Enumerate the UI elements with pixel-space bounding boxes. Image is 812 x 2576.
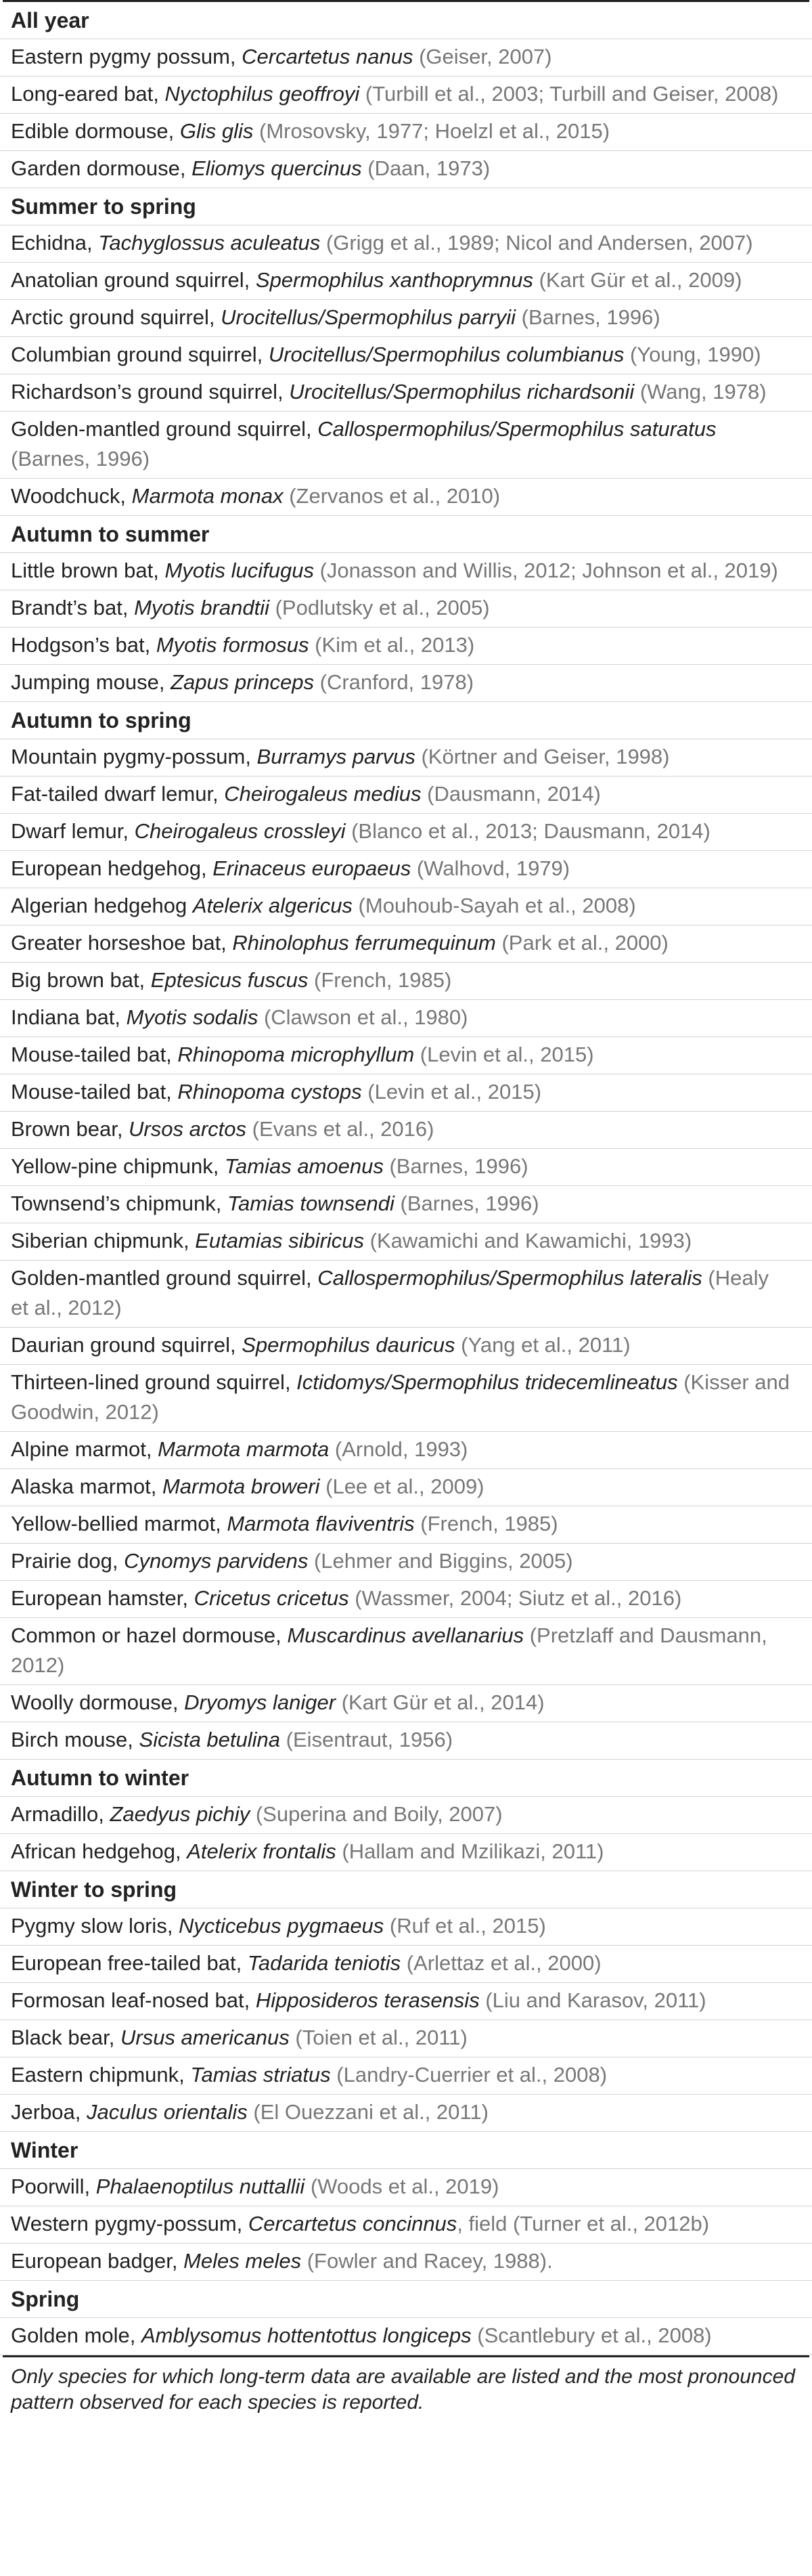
common-name: Little brown bat, — [11, 559, 165, 582]
table-row — [0, 39, 812, 77]
scientific-name: Burramys parvus — [256, 745, 415, 768]
scientific-name: Zaedyus pichiy — [110, 1802, 250, 1826]
reference: (Levin et al., 2015) — [361, 1080, 542, 1104]
table-row — [0, 665, 812, 702]
reference: (Arnold, 1993) — [329, 1437, 468, 1461]
reference: (Mouhoub-Sayah et al., 2008) — [352, 894, 636, 917]
table-row — [0, 1186, 812, 1223]
common-name: Edible dormouse, — [11, 119, 180, 143]
table-row — [0, 114, 812, 151]
common-name: Golden-mantled ground squirrel, — [11, 1266, 318, 1290]
table-row — [0, 1223, 812, 1261]
reference: (Young, 1990) — [624, 343, 761, 366]
common-name: Garden dormouse, — [11, 156, 192, 180]
common-name: Thirteen-lined ground squirrel, — [11, 1370, 297, 1394]
common-name: European hamster, — [11, 1586, 194, 1610]
table-row — [0, 1544, 812, 1581]
table-row — [0, 263, 812, 300]
common-name: Richardson’s ground squirrel, — [11, 380, 290, 403]
common-name: Eastern pygmy possum, — [11, 45, 242, 68]
common-name: Mouse-tailed bat, — [11, 1080, 178, 1104]
table-row — [0, 2057, 812, 2095]
scientific-name: Atelerix algericus — [192, 894, 353, 917]
common-name: Columbian ground squirrel, — [11, 343, 269, 366]
scientific-name: Myotis formosus — [156, 633, 309, 657]
scientific-name: Eutamias sibiricus — [195, 1229, 365, 1252]
scientific-name: Dryomys laniger — [184, 1690, 336, 1714]
reference: (Lehmer and Biggins, 2005) — [308, 1549, 573, 1573]
common-name: Brown bear, — [11, 1117, 129, 1141]
reference: (Hallam and Mzilikazi, 2011) — [336, 1839, 604, 1863]
scientific-name: Tamias townsendi — [227, 1192, 394, 1215]
reference: (Pretzlaff and Dausmann, 2012) — [11, 1623, 767, 1677]
common-name: Dwarf lemur, — [11, 819, 135, 843]
reference: (Kawamichi and Kawamichi, 1993) — [364, 1229, 692, 1252]
table-row — [0, 1722, 812, 1760]
common-name: Greater horseshoe bat, — [11, 931, 233, 955]
table-row — [0, 1328, 812, 1365]
section-header: Autumn to spring — [0, 702, 812, 739]
scientific-name: Cercartetus nanus — [242, 45, 413, 68]
reference: (Daan, 1973) — [361, 156, 491, 180]
scientific-name: Meles meles — [183, 2249, 302, 2273]
table-row — [0, 1581, 812, 1618]
reference: (Scantlebury et al., 2008) — [471, 2323, 712, 2347]
reference: , field (Turner et al., 2012b) — [457, 2212, 710, 2235]
table-row — [0, 1432, 812, 1469]
reference: (French, 1985) — [414, 1512, 558, 1535]
table-row — [0, 1908, 812, 1946]
scientific-name: Eliomys quercinus — [191, 156, 362, 180]
scientific-name: Nycticebus pygmaeus — [179, 1914, 384, 1938]
scientific-name: Cheirogaleus crossleyi — [134, 819, 346, 843]
scientific-name: Myotis lucifugus — [164, 559, 314, 582]
common-name: Common or hazel dormouse, — [11, 1623, 288, 1647]
table-row — [0, 1618, 812, 1685]
reference: (Kart Gür et al., 2014) — [336, 1690, 545, 1714]
table-row — [0, 2169, 812, 2206]
scientific-name: Cynomys parvidens — [124, 1549, 309, 1573]
table-row — [0, 590, 812, 628]
reference: (Fowler and Racey, 1988). — [301, 2249, 553, 2273]
table-row — [0, 739, 812, 777]
table-row — [0, 77, 812, 114]
common-name: Prairie dog, — [11, 1549, 125, 1573]
table-row — [0, 963, 812, 1000]
table-row — [0, 300, 812, 337]
scientific-name: Rhinolophus ferrumequinum — [232, 931, 496, 955]
reference: (Healy et al., 2012) — [11, 1266, 769, 1319]
reference: (Mrosovsky, 1977; Hoelzl et al., 2015) — [253, 119, 610, 143]
table-row — [0, 925, 812, 963]
table-row — [0, 479, 812, 516]
common-name: Long-eared bat, — [11, 82, 165, 106]
reference: (Kisser and Goodwin, 2012) — [11, 1370, 790, 1424]
scientific-name: Sicista betulina — [139, 1728, 281, 1751]
common-name: Townsend’s chipmunk, — [11, 1192, 227, 1215]
common-name: Yellow-pine chipmunk, — [11, 1154, 225, 1178]
common-name: Woolly dormouse, — [11, 1690, 185, 1714]
scientific-name: Myotis brandtii — [134, 596, 269, 619]
section-header: Winter — [0, 2132, 812, 2169]
table-row — [0, 225, 812, 263]
reference: (Woods et al., 2019) — [304, 2175, 499, 2198]
reference: (Geiser, 2007) — [413, 45, 552, 68]
reference: (Turbill et al., 2003; Turbill and Geiser, 2008) — [359, 82, 779, 106]
table-row — [0, 1000, 812, 1037]
reference: (Liu and Karasov, 2011) — [479, 1988, 706, 2012]
common-name: Alpine marmot, — [11, 1437, 158, 1461]
common-name: Black bear, — [11, 2026, 120, 2049]
table-row — [0, 888, 812, 925]
common-name: Birch mouse, — [11, 1728, 139, 1751]
common-name: Mouse-tailed bat, — [11, 1043, 178, 1066]
reference: (Evans et al., 2016) — [246, 1117, 434, 1141]
common-name: Alaska marmot, — [11, 1475, 162, 1498]
scientific-name: Atelerix frontalis — [187, 1839, 336, 1863]
table-row — [0, 2318, 812, 2355]
reference: (Barnes, 1996) — [516, 305, 660, 329]
scientific-name: Marmota broweri — [162, 1475, 320, 1498]
common-name: Formosan leaf-nosed bat, — [11, 1988, 256, 2012]
scientific-name: Urocitellus/Spermophilus columbianus — [268, 343, 625, 366]
reference: (Levin et al., 2015) — [414, 1043, 594, 1066]
reference: (Körtner and Geiser, 1998) — [415, 745, 670, 768]
common-name: Big brown bat, — [11, 968, 151, 992]
scientific-name: Callospermophilus/Spermophilus saturatus — [317, 417, 717, 441]
scientific-name: Ictidomys/Spermophilus tridecemlineatus — [296, 1370, 678, 1394]
table-row — [0, 1506, 812, 1544]
table-row — [0, 1469, 812, 1506]
table-row — [0, 2095, 812, 2132]
reference: (Wang, 1978) — [634, 380, 767, 403]
common-name: Woodchuck, — [11, 484, 132, 508]
table-row — [0, 1112, 812, 1149]
reference: (El Ouezzani et al., 2011) — [247, 2100, 489, 2124]
table-row — [0, 1983, 812, 2020]
common-name: Armadillo, — [11, 1802, 110, 1826]
reference: (Kim et al., 2013) — [309, 633, 475, 657]
scientific-name: Spermophilus dauricus — [242, 1333, 455, 1357]
scientific-name: Rhinopoma microphyllum — [177, 1043, 415, 1066]
scientific-name: Eptesicus fuscus — [150, 968, 309, 992]
scientific-name: Callospermophilus/Spermophilus lateralis — [317, 1266, 702, 1290]
scientific-name: Zapus princeps — [171, 670, 315, 694]
scientific-name: Myotis sodalis — [126, 1005, 258, 1029]
section-header: Autumn to summer — [0, 516, 812, 553]
common-name: Golden-mantled ground squirrel, — [11, 417, 318, 441]
scientific-name: Erinaceus europaeus — [212, 856, 411, 880]
reference: (French, 1985) — [308, 968, 452, 992]
scientific-name: Hipposideros terasensis — [255, 1988, 480, 2012]
common-name: Indiana bat, — [11, 1005, 127, 1029]
section-header: Autumn to winter — [0, 1760, 812, 1797]
section-header: Spring — [0, 2281, 812, 2318]
reference: (Ruf et al., 2015) — [384, 1914, 546, 1938]
reference: (Park et al., 2000) — [495, 931, 669, 955]
scientific-name: Rhinopoma cystops — [177, 1080, 362, 1104]
reference: (Arlettaz et al., 2000) — [401, 1951, 602, 1975]
reference: (Superina and Boily, 2007) — [250, 1802, 503, 1826]
reference: (Barnes, 1996) — [394, 1192, 539, 1215]
reference: (Lee et al., 2009) — [319, 1475, 484, 1498]
table-row — [0, 412, 812, 479]
common-name: African hedgehog, — [11, 1839, 187, 1863]
scientific-name: Ursus americanus — [120, 2026, 290, 2049]
reference: (Kart Gür et al., 2009) — [533, 268, 742, 292]
common-name: Hodgson’s bat, — [11, 633, 156, 657]
scientific-name: Tachyglossus aculeatus — [98, 231, 321, 255]
reference: (Wassmer, 2004; Siutz et al., 2016) — [348, 1586, 682, 1610]
common-name: Fat-tailed dwarf lemur, — [11, 782, 225, 806]
table-row — [0, 2206, 812, 2244]
table-row — [0, 337, 812, 374]
reference: (Eisentraut, 1956) — [280, 1728, 453, 1751]
reference: (Zervanos et al., 2010) — [283, 484, 501, 508]
scientific-name: Marmota marmota — [158, 1437, 330, 1461]
table-row — [0, 1037, 812, 1074]
reference: (Clawson et al., 1980) — [258, 1005, 468, 1029]
reference: (Grigg et al., 1989; Nicol and Andersen, 2007) — [320, 231, 753, 255]
reference: (Walhovd, 1979) — [411, 856, 570, 880]
table-row — [0, 1797, 812, 1834]
scientific-name: Marmota flaviventris — [227, 1512, 415, 1535]
common-name: Siberian chipmunk, — [11, 1229, 196, 1252]
scientific-name: Phalaenoptilus nuttallii — [95, 2175, 305, 2198]
scientific-name: Nyctophilus geoffroyi — [164, 82, 360, 106]
reference: (Cranford, 1978) — [314, 670, 474, 694]
section-header: Winter to spring — [0, 1871, 812, 1908]
table-body — [0, 2, 812, 2355]
scientific-name: Amblysomus hottentottus longiceps — [141, 2323, 472, 2347]
common-name: Poorwill, — [11, 2175, 96, 2198]
scientific-name: Jaculus orientalis — [87, 2100, 248, 2124]
common-name: Pygmy slow loris, — [11, 1914, 179, 1938]
scientific-name: Cricetus cricetus — [194, 1586, 349, 1610]
scientific-name: Tamias striatus — [190, 2063, 331, 2087]
scientific-name: Cheirogaleus medius — [224, 782, 422, 806]
common-name: Daurian ground squirrel, — [11, 1333, 242, 1357]
scientific-name: Ursos arctos — [129, 1117, 247, 1141]
reference: (Podlutsky et al., 2005) — [269, 596, 490, 619]
common-name: Mountain pygmy-possum, — [11, 745, 257, 768]
table-row — [0, 1365, 812, 1432]
scientific-name: Tadarida teniotis — [247, 1951, 401, 1975]
table-row — [0, 814, 812, 851]
common-name: Arctic ground squirrel, — [11, 305, 221, 329]
table-row — [0, 1834, 812, 1871]
common-name: European badger, — [11, 2249, 184, 2273]
common-name: Algerian hedgehog — [11, 894, 193, 917]
section-header: Summer to spring — [0, 188, 812, 225]
table-row — [0, 628, 812, 665]
section-header: All year — [0, 2, 812, 39]
reference: (Dausmann, 2014) — [421, 782, 601, 806]
scientific-name: Cercartetus concinnus — [248, 2212, 457, 2235]
scientific-name: Glis glis — [179, 119, 254, 143]
reference: (Barnes, 1996) — [383, 1154, 528, 1178]
scientific-name: Muscardinus avellanarius — [287, 1623, 524, 1647]
common-name: Western pygmy-possum, — [11, 2212, 248, 2235]
reference: (Yang et al., 2011) — [455, 1333, 631, 1357]
common-name: Jumping mouse, — [11, 670, 171, 694]
table-row — [0, 1946, 812, 1983]
scientific-name: Marmota monax — [131, 484, 284, 508]
table-row — [0, 1074, 812, 1112]
table-row — [0, 2020, 812, 2057]
table-row — [0, 1685, 812, 1722]
table-row — [0, 553, 812, 590]
common-name: Echidna, — [11, 231, 99, 255]
common-name: European hedgehog, — [11, 856, 213, 880]
common-name: Eastern chipmunk, — [11, 2063, 191, 2087]
scientific-name: Urocitellus/Spermophilus richardsonii — [289, 380, 635, 403]
table-row — [0, 851, 812, 888]
reference: (Toien et al., 2011) — [289, 2026, 468, 2049]
common-name: European free-tailed bat, — [11, 1951, 248, 1975]
common-name: Anatolian ground squirrel, — [11, 268, 256, 292]
table-footnote: Only species for which long-term data are available are listed and the most pronounced pattern observed for each species is reported. — [11, 2365, 795, 2414]
reference: (Jonasson and Willis, 2012; Johnson et al., 2019) — [314, 559, 778, 582]
scientific-name: Urocitellus/Spermophilus parryii — [221, 305, 516, 329]
scientific-name: Tamias amoenus — [224, 1154, 384, 1178]
table-row — [0, 151, 812, 188]
reference: (Landry-Cuerrier et al., 2008) — [330, 2063, 608, 2087]
table-row — [0, 1149, 812, 1186]
common-name: Golden mole, — [11, 2323, 141, 2347]
table-row — [0, 2244, 812, 2281]
reference: (Barnes, 1996) — [11, 447, 150, 471]
common-name: Jerboa, — [11, 2100, 87, 2124]
common-name: Yellow-bellied marmot, — [11, 1512, 227, 1535]
reference: (Blanco et al., 2013; Dausmann, 2014) — [345, 819, 710, 843]
common-name: Brandt’s bat, — [11, 596, 135, 619]
table-row — [0, 777, 812, 814]
scientific-name: Spermophilus xanthoprymnus — [255, 268, 533, 292]
table-row — [0, 374, 812, 412]
table-row — [0, 1261, 812, 1328]
